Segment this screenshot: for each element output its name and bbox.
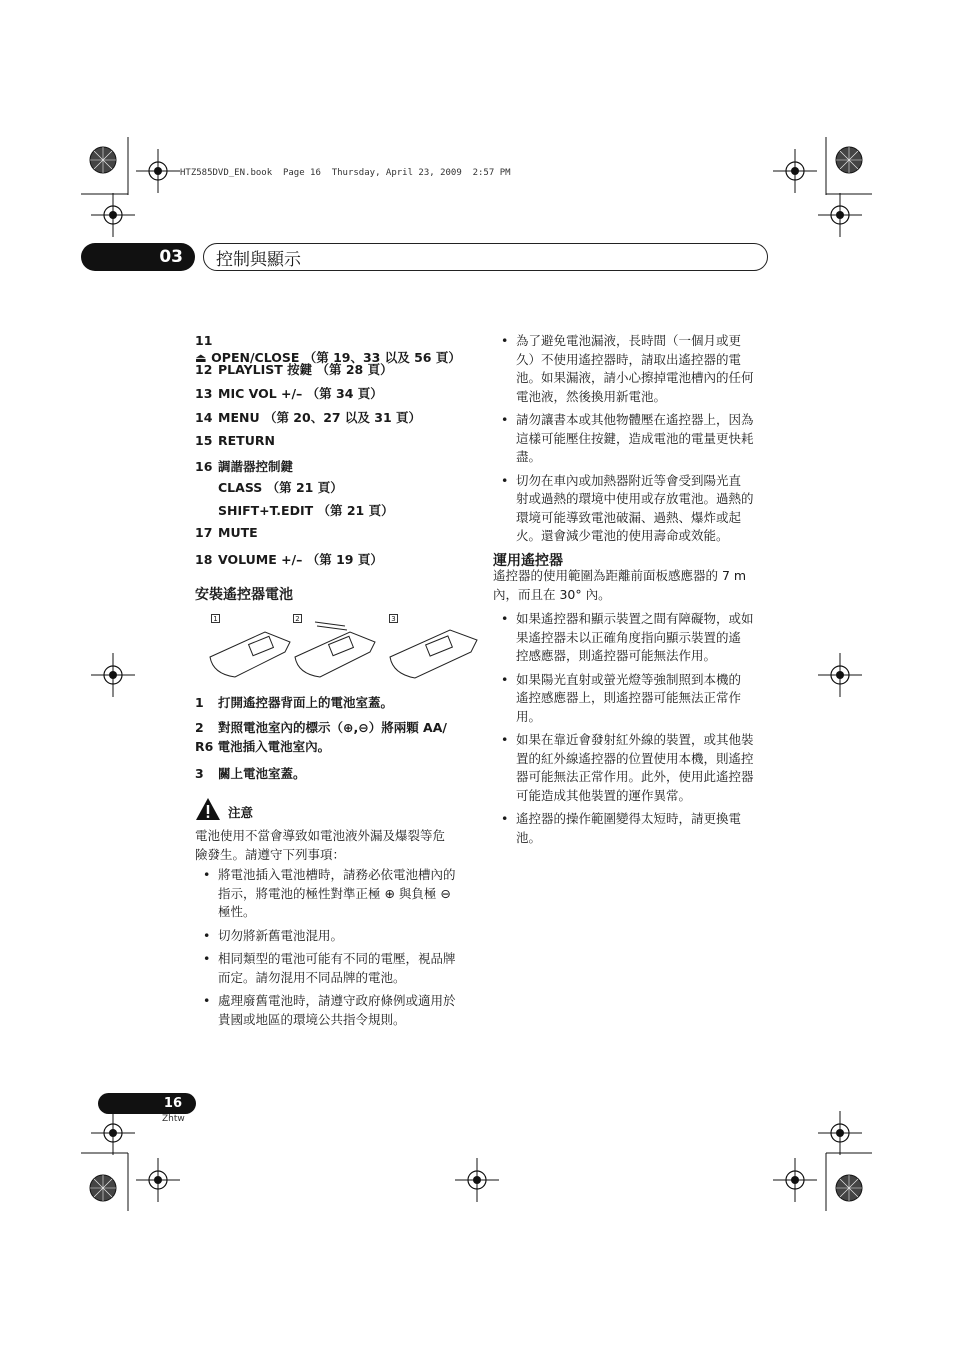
list-item: • 如果陽光直射或螢光燈等強制照到本機的 遙控感應器上，則遙控器可能無法正常作 用。: [494, 671, 779, 727]
warning-icon: [195, 797, 221, 821]
list-item: 15 RETURN: [195, 433, 275, 448]
list-item: 12 PLAYLIST 按鍵 （第 28 頁）: [195, 362, 393, 377]
list-item: 13 MIC VOL +/– （第 34 頁）: [195, 386, 383, 401]
list-item: • 如果在靠近會發射紅外線的裝置，或其他裝 置的紅外線遙控器的位置使用本機，則遙控 器可能無法正常作用。此外，使用此遙控器 可能造成其他裝置的運作異常。: [494, 731, 779, 805]
list-item: 16 調諧器控制鍵: [195, 459, 294, 474]
figure-label: 2: [293, 614, 302, 623]
caution-intro: 電池使用不當會導致如電池液外漏及爆裂等危 險發生。請遵守下列事項：: [195, 828, 446, 862]
battery-heading: 安裝遙控器電池: [195, 587, 293, 603]
battery-care-list: [494, 332, 779, 546]
battery-step-3: 3 關上電池室蓋。: [195, 766, 306, 781]
list-item: 18 VOLUME +/– （第 19 頁）: [195, 552, 383, 567]
list-item: SHIFT+T.EDIT （第 21 頁）: [218, 503, 394, 518]
caution-title: 注意: [228, 805, 254, 820]
list-item: • 為了避免電池漏液，長時間（一個月或更 久）不使用遙控器時，請取出遙控器的電 池。如果漏液，請小心擦掉電池槽內的任何 電池液，然後換用新電池。: [494, 332, 779, 406]
battery-step-2: 2 對照電池室內的標示（⊕,⊖）將兩顆 AA/ R6 電池插入電池室內。: [195, 720, 447, 754]
list-item: 14 MENU （第 20、27 以及 31 頁）: [195, 410, 422, 425]
remote-use-list: [494, 610, 779, 847]
list-item: • 如果遙控器和顯示裝置之間有障礙物，或如 果遙控器未以正確角度指向顯示裝置的遙 控感應器，則遙控器可能無法作用。: [494, 610, 779, 666]
language-code: Zhtw: [162, 1114, 185, 1124]
list-item: 17 MUTE: [195, 525, 258, 540]
print-info: HTZ585DVD_EN.book Page 16 Thursday, April 23, 2009 2:57 PM: [180, 168, 511, 178]
list-item: • 遙控器的操作範圍變得太短時，請更換電 池。: [494, 810, 779, 847]
figure-label: 3: [389, 614, 398, 623]
page-number-badge: 16: [98, 1093, 196, 1114]
battery-installation-illustration: [205, 612, 485, 682]
list-item: • 請勿讓書本或其他物體壓在遙控器上，因為 這樣可能壓住按鍵，造成電池的電量更快耗 盡。: [494, 411, 779, 467]
chapter-title: [203, 243, 768, 271]
remote-use-intro: 遙控器的使用範圍為距離前面板感應器的 7 m 內，而且在 30° 內。: [493, 568, 747, 602]
list-item: 11⏏ OPEN/CLOSE （第 19、33 以及 56 頁）: [195, 333, 461, 365]
battery-step-1: 1 打開遙控器背面上的電池室蓋。: [195, 695, 394, 710]
figure-label: 1: [211, 614, 220, 623]
list-item: • 將電池插入電池槽時，請務必依電池槽內的 指示，將電池的極性對準正極 ⊕ 與負極 ⊖ 極性。: [196, 866, 481, 922]
caution-list: [196, 866, 481, 1029]
list-item: • 相同類型的電池可能有不同的電壓，視品牌 而定。請勿混用不同品牌的電池。: [196, 950, 481, 987]
chapter-title-text: 控制與顯示: [216, 249, 301, 270]
remote-use-heading: 運用遙控器: [493, 553, 563, 569]
list-item: • 處理廢舊電池時，請遵守政府條例或適用於 貴國或地區的環境公共指令規則。: [196, 992, 481, 1029]
list-item: • 切勿在車內或加熱器附近等會受到陽光直 射或過熱的環境中使用或存放電池。過熱的 環境可能導致電池破漏、過熱、爆炸或起 火。還會減少電池的使用壽命或效能。: [494, 472, 779, 546]
list-item: CLASS （第 21 頁）: [218, 480, 343, 495]
list-item: • 切勿將新舊電池混用。: [196, 927, 481, 946]
chapter-number-badge: 03: [81, 243, 195, 271]
